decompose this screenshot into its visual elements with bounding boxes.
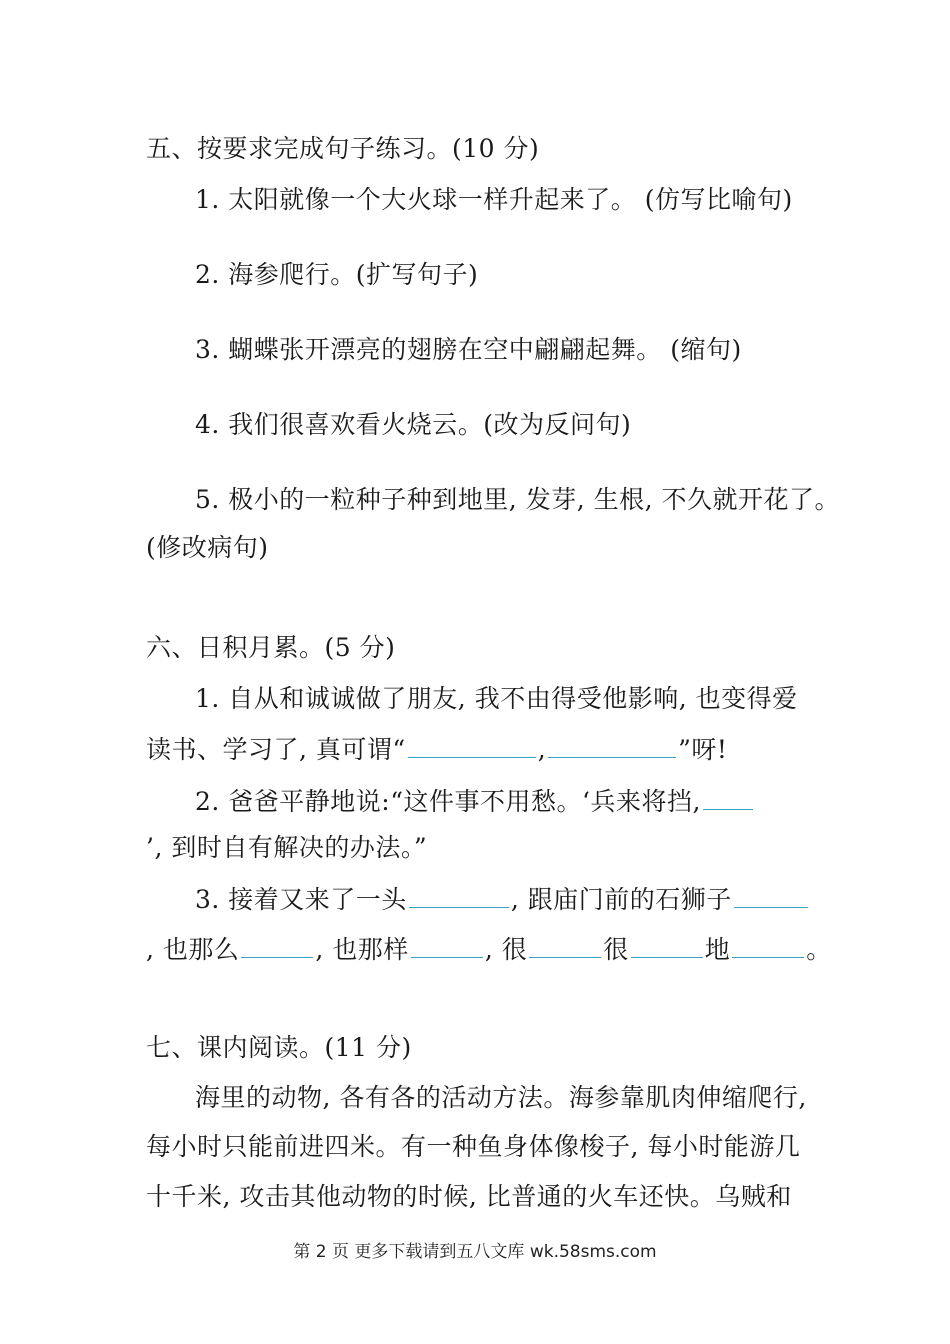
section-5-question-5-line-1: 5. 极小的一粒种子种到地里, 发芽, 生根, 不久就开花了。 [195,485,840,514]
section-5-question-1: 1. 太阳就像一个大火球一样升起来了。 (仿写比喻句) [195,185,793,214]
q3-text-4: , 也那样 [315,935,409,964]
q3-text-3: , 也那么 [146,935,240,964]
reading-passage-line-3: 十千米, 攻击其他动物的时候, 比普通的火车还快。乌贼和 [146,1182,792,1211]
q3-text-2: , 跟庙门前的石狮子 [510,885,732,914]
answer-blank-7[interactable] [411,931,483,958]
answer-blank-1[interactable] [408,731,536,758]
section-5-question-5-line-2: (修改病句) [146,533,269,562]
section-5-question-3: 3. 蝴蝶张开漂亮的翅膀在空中翩翩起舞。 (缩句) [195,335,742,364]
section-6-question-3-line-1 [195,881,810,917]
section-6-question-2-line-2: ’, 到时自有解决的办法。” [146,833,428,862]
answer-blank-6[interactable] [241,931,313,958]
q3-text-6: 很 [603,935,629,964]
answer-blank-8[interactable] [529,931,601,958]
section-6-question-1-line-1: 1. 自从和诚诚做了朋友, 我不由得受他影响, 也变得爱 [195,684,798,713]
answer-blank-4[interactable] [409,881,509,908]
answer-blank-5[interactable] [734,881,808,908]
answer-blank-2[interactable] [548,731,676,758]
section-6-question-2-line-1 [195,783,755,819]
q1-text-after: ”呀! [678,735,728,764]
q2-text: 2. 爸爸平静地说:“这件事不用愁。‘兵来将挡, [195,787,701,816]
section-5-question-2: 2. 海参爬行。(扩写句子) [195,260,479,289]
answer-blank-3[interactable] [703,783,753,810]
q3-text-7: 地 [704,935,731,964]
section-5-question-4: 4. 我们很喜欢看火烧云。(改为反问句) [195,410,632,439]
q1-text-before: 读书、学习了, 真可谓“ [146,735,406,764]
section-6-title: 六、日积月累。(5 分) [146,633,396,662]
q1-comma: , [537,735,547,764]
section-7-title: 七、课内阅读。(11 分) [146,1033,412,1062]
q3-text-5: , 很 [484,935,528,964]
answer-blank-9[interactable] [631,931,703,958]
reading-passage-line-2: 每小时只能前进四米。有一种鱼身体像梭子, 每小时能游几 [146,1132,801,1161]
section-6-question-1-line-2 [146,731,727,767]
page-footer: 第 2 页 更多下载请到五八文库 wk.58sms.com [293,1242,657,1262]
reading-passage-line-1: 海里的动物, 各有各的活动方法。海参靠肌肉伸缩爬行, [195,1083,807,1112]
q3-text-8: 。 [806,935,832,964]
section-5-title: 五、按要求完成句子练习。(10 分) [146,134,540,163]
section-6-question-3-line-2 [146,931,832,967]
answer-blank-10[interactable] [732,931,804,958]
q3-text-1: 3. 接着又来了一头 [195,885,407,914]
